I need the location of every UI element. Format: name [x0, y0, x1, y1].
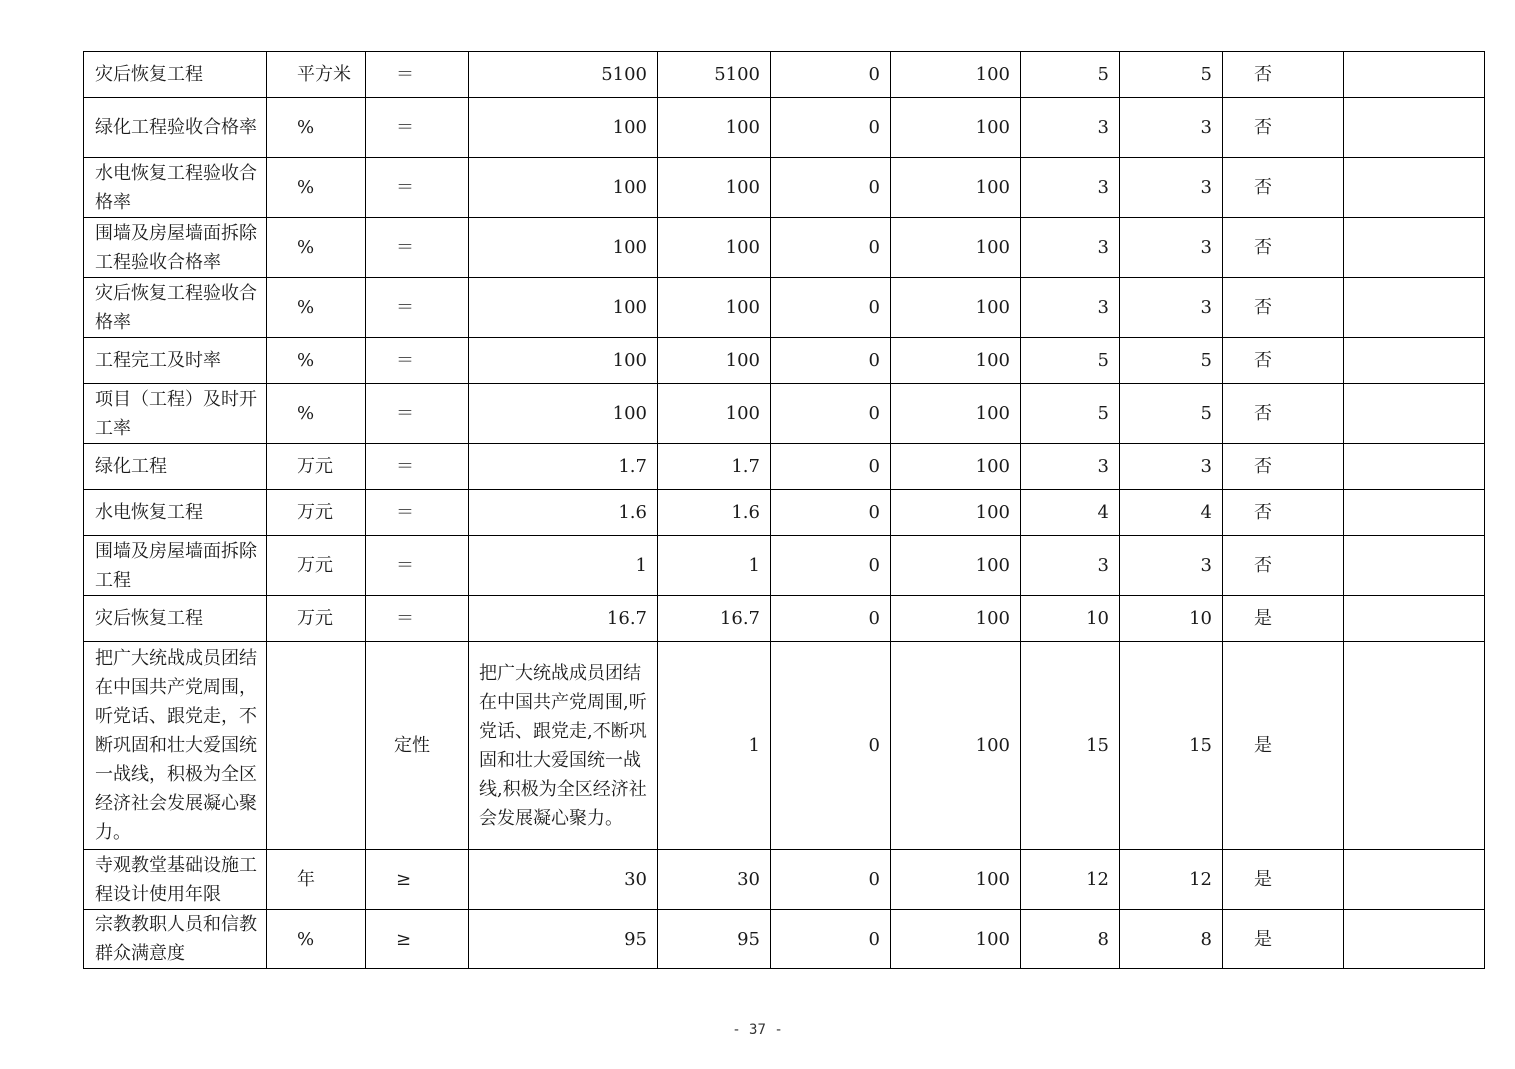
yes-no-cell: 否	[1223, 338, 1344, 384]
yes-no-cell: 否	[1223, 536, 1344, 596]
table-row	[84, 218, 1485, 278]
actual-value-cell: 100	[658, 338, 771, 384]
unit-cell: 万元	[267, 536, 366, 596]
value-cell: 5	[1021, 338, 1120, 384]
value-cell: 3	[1120, 536, 1223, 596]
value-cell: 100	[891, 850, 1021, 910]
table-row	[84, 642, 1485, 850]
remark-cell	[1344, 850, 1485, 910]
value-cell: 3	[1021, 536, 1120, 596]
target-value-cell: 100	[469, 98, 658, 158]
operator-cell: ＝	[366, 338, 469, 384]
operator-cell: 定性	[366, 642, 469, 850]
target-value-cell: 16.7	[469, 596, 658, 642]
indicator-name-cell: 围墙及房屋墙面拆除工程验收合格率	[84, 218, 267, 278]
table-row	[84, 910, 1485, 969]
yes-no-cell: 是	[1223, 596, 1344, 642]
value-cell: 100	[891, 490, 1021, 536]
unit-cell: %	[267, 158, 366, 218]
operator-cell: ≥	[366, 910, 469, 969]
table-row	[84, 278, 1485, 338]
table-row	[84, 98, 1485, 158]
unit-cell: %	[267, 910, 366, 969]
value-cell: 5	[1120, 338, 1223, 384]
actual-value-cell: 1	[658, 536, 771, 596]
value-cell: 100	[891, 596, 1021, 642]
value-cell: 4	[1021, 490, 1120, 536]
target-value-cell: 1	[469, 536, 658, 596]
indicator-name-cell: 绿化工程	[84, 444, 267, 490]
value-cell: 100	[891, 384, 1021, 444]
table-row	[84, 338, 1485, 384]
table-body	[84, 52, 1485, 969]
actual-value-cell: 5100	[658, 52, 771, 98]
target-value-cell: 1.7	[469, 444, 658, 490]
value-cell: 10	[1021, 596, 1120, 642]
value-cell: 3	[1021, 98, 1120, 158]
yes-no-cell: 是	[1223, 850, 1344, 910]
value-cell: 0	[771, 910, 891, 969]
actual-value-cell: 30	[658, 850, 771, 910]
value-cell: 0	[771, 444, 891, 490]
operator-cell: ＝	[366, 98, 469, 158]
indicator-name-cell: 围墙及房屋墙面拆除工程	[84, 536, 267, 596]
value-cell: 3	[1120, 444, 1223, 490]
indicator-name-cell: 工程完工及时率	[84, 338, 267, 384]
remark-cell	[1344, 338, 1485, 384]
unit-cell: %	[267, 278, 366, 338]
remark-cell	[1344, 596, 1485, 642]
operator-cell: ＝	[366, 52, 469, 98]
value-cell: 5	[1021, 52, 1120, 98]
value-cell: 0	[771, 490, 891, 536]
indicator-name-cell: 灾后恢复工程	[84, 596, 267, 642]
unit-cell: 平方米	[267, 52, 366, 98]
remark-cell	[1344, 98, 1485, 158]
value-cell: 100	[891, 52, 1021, 98]
value-cell: 15	[1120, 642, 1223, 850]
value-cell: 100	[891, 642, 1021, 850]
value-cell: 0	[771, 384, 891, 444]
value-cell: 3	[1120, 158, 1223, 218]
value-cell: 0	[771, 158, 891, 218]
actual-value-cell: 16.7	[658, 596, 771, 642]
value-cell: 100	[891, 98, 1021, 158]
performance-indicator-table	[83, 51, 1485, 969]
value-cell: 10	[1120, 596, 1223, 642]
operator-cell: ≥	[366, 850, 469, 910]
value-cell: 0	[771, 278, 891, 338]
target-value-cell: 100	[469, 384, 658, 444]
target-value-cell: 把广大统战成员团结在中国共产党周围,听党话、跟党走,不断巩固和壮大爱国统一战线,积极为全区经济社会发展凝心聚力。	[469, 642, 658, 850]
remark-cell	[1344, 52, 1485, 98]
value-cell: 100	[891, 536, 1021, 596]
table-row	[84, 536, 1485, 596]
operator-cell: ＝	[366, 596, 469, 642]
operator-cell: ＝	[366, 444, 469, 490]
operator-cell: ＝	[366, 158, 469, 218]
value-cell: 100	[891, 218, 1021, 278]
actual-value-cell: 100	[658, 158, 771, 218]
value-cell: 0	[771, 338, 891, 384]
target-value-cell: 1.6	[469, 490, 658, 536]
remark-cell	[1344, 158, 1485, 218]
unit-cell: 万元	[267, 490, 366, 536]
page-number: - 37 -	[732, 1022, 783, 1038]
remark-cell	[1344, 910, 1485, 969]
value-cell: 3	[1120, 98, 1223, 158]
value-cell: 3	[1021, 444, 1120, 490]
actual-value-cell: 100	[658, 218, 771, 278]
remark-cell	[1344, 642, 1485, 850]
remark-cell	[1344, 384, 1485, 444]
yes-no-cell: 否	[1223, 444, 1344, 490]
target-value-cell: 100	[469, 218, 658, 278]
table-row	[84, 158, 1485, 218]
value-cell: 4	[1120, 490, 1223, 536]
table-row	[84, 490, 1485, 536]
operator-cell: ＝	[366, 218, 469, 278]
remark-cell	[1344, 278, 1485, 338]
actual-value-cell: 1.6	[658, 490, 771, 536]
target-value-cell: 100	[469, 158, 658, 218]
unit-cell: 万元	[267, 444, 366, 490]
value-cell: 5	[1120, 52, 1223, 98]
actual-value-cell: 100	[658, 98, 771, 158]
table-row	[84, 850, 1485, 910]
indicator-name-cell: 把广大统战成员团结在中国共产党周围，听党话、跟党走，不断巩固和壮大爱国统一战线，积极为全区经济社会发展凝心聚力。	[84, 642, 267, 850]
value-cell: 15	[1021, 642, 1120, 850]
indicator-name-cell: 水电恢复工程	[84, 490, 267, 536]
actual-value-cell: 100	[658, 384, 771, 444]
table-row	[84, 444, 1485, 490]
yes-no-cell: 否	[1223, 98, 1344, 158]
operator-cell: ＝	[366, 384, 469, 444]
indicator-name-cell: 水电恢复工程验收合格率	[84, 158, 267, 218]
table-row	[84, 384, 1485, 444]
indicator-name-cell: 灾后恢复工程验收合格率	[84, 278, 267, 338]
value-cell: 100	[891, 278, 1021, 338]
target-value-cell: 100	[469, 338, 658, 384]
value-cell: 3	[1021, 218, 1120, 278]
actual-value-cell: 1	[658, 642, 771, 850]
indicator-name-cell: 项目（工程）及时开工率	[84, 384, 267, 444]
value-cell: 3	[1120, 278, 1223, 338]
value-cell: 0	[771, 536, 891, 596]
yes-no-cell: 是	[1223, 910, 1344, 969]
yes-no-cell: 否	[1223, 52, 1344, 98]
value-cell: 100	[891, 158, 1021, 218]
value-cell: 0	[771, 52, 891, 98]
unit-cell: %	[267, 218, 366, 278]
table-row	[84, 52, 1485, 98]
value-cell: 5	[1021, 384, 1120, 444]
value-cell: 12	[1120, 850, 1223, 910]
actual-value-cell: 100	[658, 278, 771, 338]
unit-cell	[267, 642, 366, 850]
value-cell: 5	[1120, 384, 1223, 444]
operator-cell: ＝	[366, 278, 469, 338]
table-row	[84, 596, 1485, 642]
target-value-cell: 100	[469, 278, 658, 338]
value-cell: 0	[771, 850, 891, 910]
value-cell: 12	[1021, 850, 1120, 910]
remark-cell	[1344, 218, 1485, 278]
value-cell: 8	[1120, 910, 1223, 969]
actual-value-cell: 1.7	[658, 444, 771, 490]
yes-no-cell: 否	[1223, 278, 1344, 338]
yes-no-cell: 否	[1223, 158, 1344, 218]
remark-cell	[1344, 490, 1485, 536]
target-value-cell: 30	[469, 850, 658, 910]
value-cell: 100	[891, 444, 1021, 490]
remark-cell	[1344, 536, 1485, 596]
value-cell: 100	[891, 338, 1021, 384]
unit-cell: %	[267, 338, 366, 384]
value-cell: 0	[771, 218, 891, 278]
unit-cell: %	[267, 384, 366, 444]
unit-cell: 万元	[267, 596, 366, 642]
remark-cell	[1344, 444, 1485, 490]
indicator-name-cell: 寺观教堂基础设施工程设计使用年限	[84, 850, 267, 910]
yes-no-cell: 否	[1223, 384, 1344, 444]
yes-no-cell: 否	[1223, 218, 1344, 278]
value-cell: 3	[1021, 158, 1120, 218]
yes-no-cell: 否	[1223, 490, 1344, 536]
unit-cell: 年	[267, 850, 366, 910]
value-cell: 0	[771, 596, 891, 642]
value-cell: 3	[1021, 278, 1120, 338]
value-cell: 100	[891, 910, 1021, 969]
unit-cell: %	[267, 98, 366, 158]
value-cell: 3	[1120, 218, 1223, 278]
value-cell: 0	[771, 98, 891, 158]
yes-no-cell: 是	[1223, 642, 1344, 850]
operator-cell: ＝	[366, 536, 469, 596]
indicator-name-cell: 宗教教职人员和信教群众满意度	[84, 910, 267, 969]
indicator-name-cell: 绿化工程验收合格率	[84, 98, 267, 158]
target-value-cell: 95	[469, 910, 658, 969]
actual-value-cell: 95	[658, 910, 771, 969]
operator-cell: ＝	[366, 490, 469, 536]
value-cell: 0	[771, 642, 891, 850]
target-value-cell: 5100	[469, 52, 658, 98]
indicator-name-cell: 灾后恢复工程	[84, 52, 267, 98]
value-cell: 8	[1021, 910, 1120, 969]
